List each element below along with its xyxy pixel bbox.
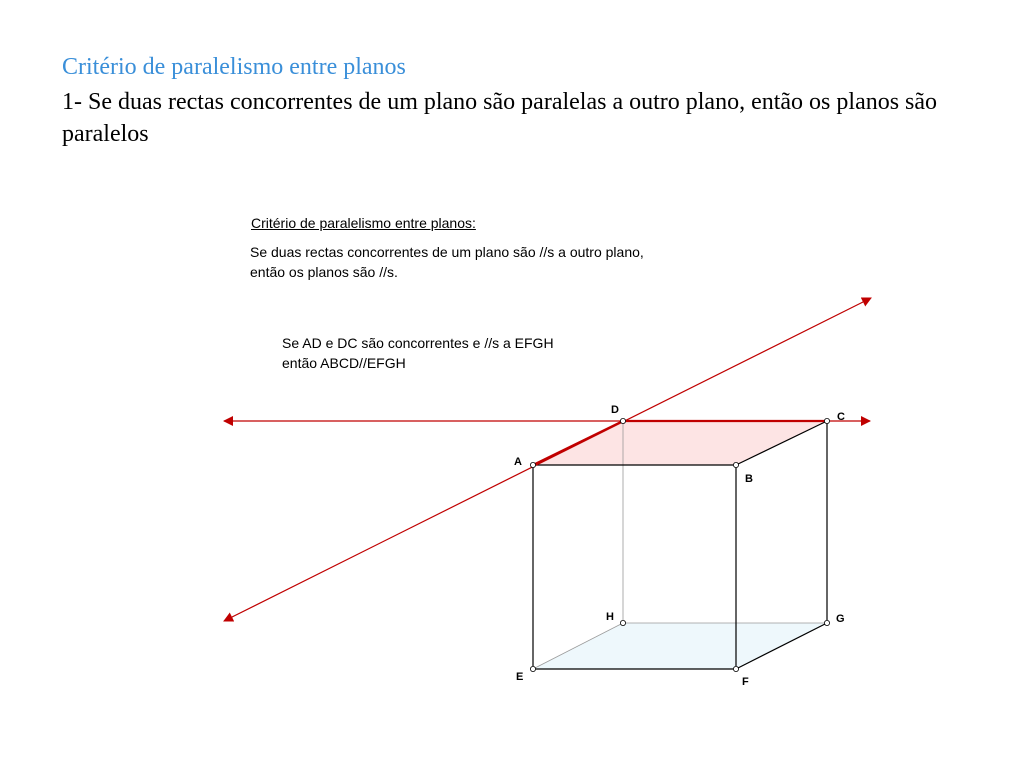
label-e: E [516,671,524,683]
label-d: D [611,404,619,416]
line-ad-extended [224,298,871,621]
label-f: F [742,676,749,688]
figure-heading: Critério de paralelismo entre planos: [251,215,476,231]
figure-condition-line-2: então ABCD//EFGH [282,355,406,371]
label-b: B [745,473,753,485]
label-h: H [606,611,614,623]
label-c: C [837,411,845,423]
label-g: G [836,613,845,625]
label-a: A [514,456,522,468]
vertex-f [733,666,738,671]
vertex-d [620,418,625,423]
figure-condition-line-1: Se AD e DC são concorrentes e //s a EFGH [282,335,554,351]
slide-statement: 1- Se duas rectas concorrentes de um plano são paralelas a outro plano, então os planos são paralelos [62,89,938,147]
vertex-b [733,462,738,467]
vertex-e [530,666,535,671]
vertex-a [530,462,535,467]
slide-title: Critério de paralelismo entre planos [62,54,406,80]
vertex-h [620,620,625,625]
vertex-g [824,620,829,625]
figure-rule-line-2: então os planos são //s. [250,264,398,280]
figure-rule-line-1: Se duas rectas concorrentes de um plano são //s a outro plano, [250,244,644,260]
bottom-face-efgh [533,623,827,669]
vertex-c [824,418,829,423]
